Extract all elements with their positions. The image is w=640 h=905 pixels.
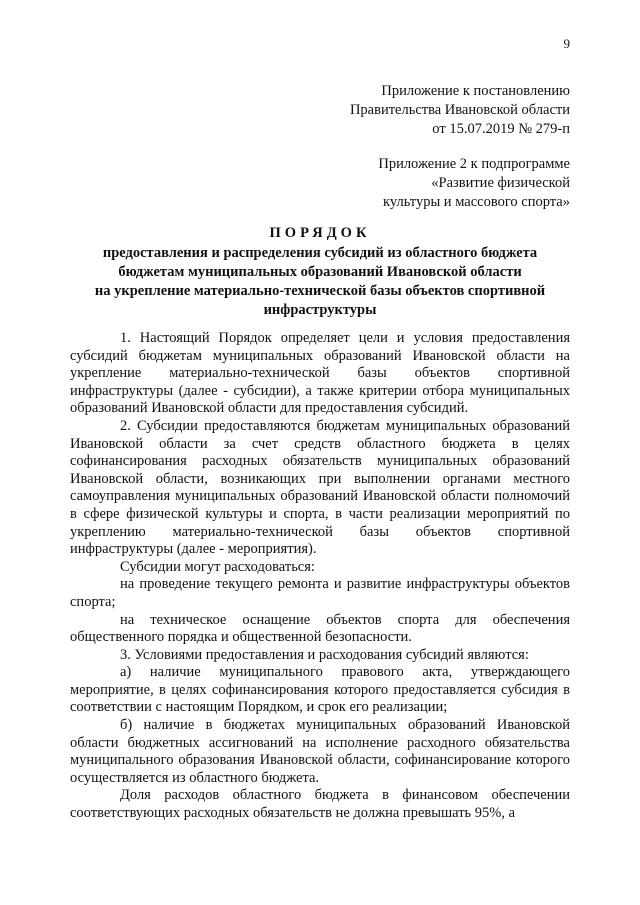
page-number: 9 bbox=[563, 36, 570, 51]
appendix-program-block bbox=[378, 155, 570, 212]
title-main: ПОРЯДОК bbox=[269, 225, 371, 241]
title-line-2: бюджетам муниципальных образований Ивановской области bbox=[118, 264, 522, 280]
title-line-4: инфраструктуры bbox=[263, 302, 377, 318]
paragraph-3: Субсидии могут расходоваться: bbox=[120, 558, 315, 575]
paragraph-9: Доля расходов областного бюджета в финансовом обеспечении соответствующих расходных обязательств не должна превышать 95%, а bbox=[70, 787, 570, 822]
appendix-resolution-line3: от 15.07.2019 № 279-п bbox=[432, 121, 570, 137]
paragraph-1: 1. Настоящий Порядок определяет цели и условия предоставления субсидий бюджетам муниципальных образований Ивановской области на укрепление материально-технической базы объектов спортивной инфраструктуры (далее - субсидии), а также критерии отбора муниципальных образований Ивановской области для предоставления субсидий. bbox=[70, 330, 570, 417]
paragraph-5: на техническое оснащение объектов спорта для обеспечения общественного порядка и общественной безопасности. bbox=[70, 611, 570, 646]
document-body bbox=[70, 330, 570, 823]
appendix-resolution-block bbox=[350, 82, 570, 139]
document-title bbox=[70, 224, 570, 320]
paragraph-8: б) наличие в бюджетах муниципальных образований Ивановской области бюджетных ассигнований на исполнение расходного обязательства муниципального образования Ивановской области, софинансирование которого осуществляется из областного бюджета. bbox=[70, 717, 570, 786]
appendix-resolution-line2: Правительства Ивановской области bbox=[349, 102, 570, 118]
paragraph-4: на проведение текущего ремонта и развитие инфраструктуры объектов спорта; bbox=[70, 576, 570, 610]
appendix-resolution-line1: Приложение к постановлению bbox=[381, 83, 570, 99]
paragraph-7: а) наличие муниципального правового акта, утверждающего мероприятие, в целях софинансирования которого предоставляется субсидия в соответствии с настоящим Порядком, и срок его реализации; bbox=[70, 664, 570, 716]
paragraph-2: 2. Субсидии предоставляются бюджетам муниципальных образований Ивановской области за счет средств областного бюджета в целях софинансирования расходных обязательств муниципальных образований Ивановской области, возникающих при выполнении органами местного самоуправления муниципальных образований Ивановской области полномочий в сфере физической культуры и спорта, в части реализации мероприятий по укреплению материально-технической базы объектов спортивной инфраструктуры (далее - мероприятия). bbox=[70, 417, 570, 558]
appendix-program-line1: Приложение 2 к подпрограмме bbox=[378, 156, 570, 172]
appendix-program-line3: культуры и массового спорта» bbox=[383, 194, 570, 210]
title-line-1: предоставления и распределения субсидий из областного бюджета bbox=[102, 245, 538, 261]
paragraph-6: 3. Условиями предоставления и расходования субсидий являются: bbox=[120, 646, 529, 663]
title-line-3: на укрепление материально-технической базы объектов спортивной bbox=[94, 283, 546, 299]
appendix-program-line2: «Развитие физической bbox=[431, 175, 570, 191]
